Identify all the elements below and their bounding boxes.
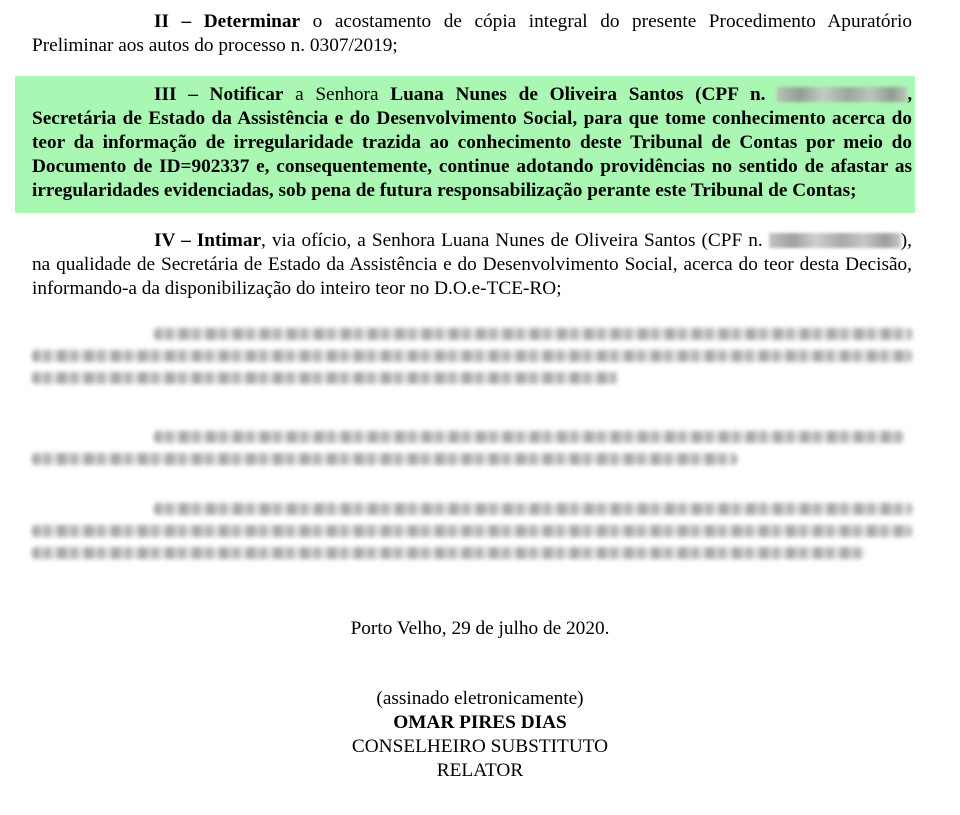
blurred-line <box>154 431 904 443</box>
paragraph-ii <box>32 10 912 58</box>
blurred-line <box>32 525 912 537</box>
blurred-paragraph-v <box>32 318 912 390</box>
paragraph-iii-text-3: , Secretária de Estado da Assistência e do Desenvolvimento Social, para que tome conhecimento acerca do teor da informação de irregularidade trazida ao conhecimento deste Tribunal de Contas por meio do Documento de ID=902337 e, consequentemente, continue adotando providências no sentido de afastar as irregularidades evidenciadas, sob pena de futura responsabilização perante este Tribunal de Contas; <box>32 84 913 201</box>
paragraph-iv-heading: IV – Intimar <box>154 230 262 251</box>
paragraph-ii-heading: II – Determinar <box>154 11 301 32</box>
blurred-line <box>32 547 864 559</box>
paragraph-iv-text-2: ), na qualidade de Secretária de Estado da Assistência e do Desenvolvimento Social, acerca do teor desta Decisão, informando-a da disponibilização do inteiro teor no D.O.e-TCE-RO; <box>32 230 912 299</box>
signer-function: RELATOR <box>436 760 524 781</box>
blurred-line <box>154 328 912 340</box>
blurred-line <box>32 372 617 384</box>
blurred-paragraph-vii <box>32 493 912 565</box>
signer-role: CONSELHEIRO SUBSTITUTO <box>351 736 609 757</box>
paragraph-iv <box>32 229 912 301</box>
paragraph-iii-text-1: a Senhora <box>283 84 391 105</box>
blurred-paragraph-vi <box>32 421 912 471</box>
cpf-redaction <box>777 87 907 102</box>
paragraph-ii-text: o acostamento de cópia integral do presente Procedimento Apuratório Preliminar aos autos do processo n. 0307/2019; <box>32 11 912 56</box>
cpf-redaction-2 <box>769 233 901 248</box>
blurred-line <box>32 350 912 362</box>
signer-name: OMAR PIRES DIAS <box>393 712 567 733</box>
paragraph-iii <box>32 83 912 203</box>
paragraph-iii-text-2: (CPF n. <box>683 84 778 105</box>
paragraph-iii-heading: III – Notificar <box>154 84 284 105</box>
place-date: Porto Velho, 29 de julho de 2020. <box>350 618 610 639</box>
person-name: Luana Nunes de Oliveira Santos <box>390 84 684 105</box>
signed-note: (assinado eletronicamente) <box>376 688 584 709</box>
blurred-line <box>32 453 737 465</box>
blurred-line <box>154 503 912 515</box>
paragraph-iv-text-1: , via ofício, a Senhora Luana Nunes de Oliveira Santos (CPF n. <box>261 230 769 251</box>
